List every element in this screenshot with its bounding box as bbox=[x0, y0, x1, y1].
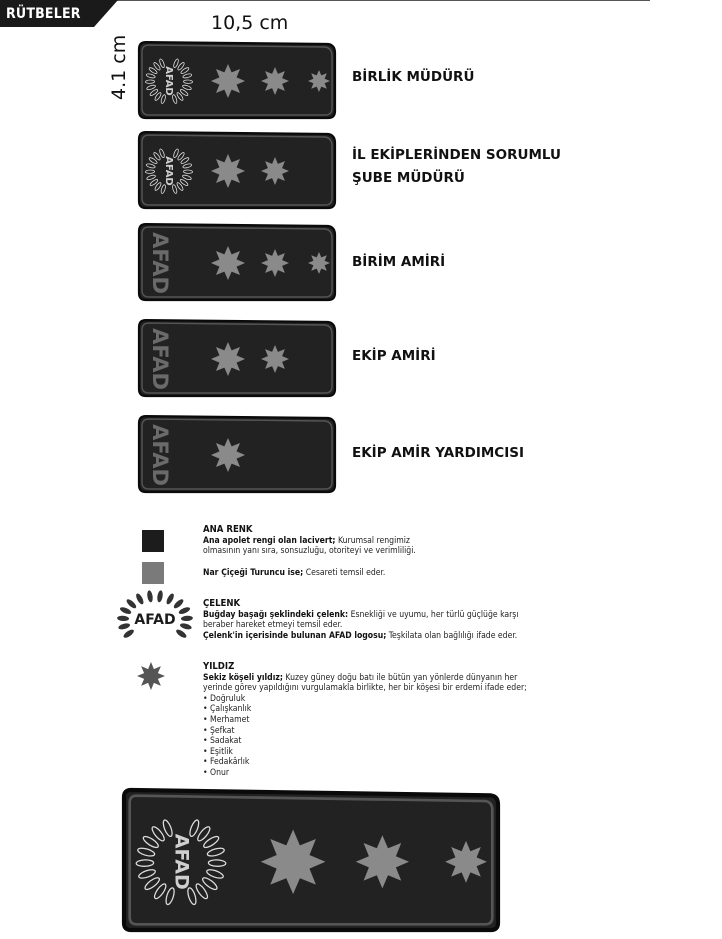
star-icon bbox=[211, 246, 245, 280]
star-icon bbox=[211, 342, 245, 376]
celenk-line3-bold: Çelenk'in içerisinde bulunan AFAD logosu; bbox=[203, 630, 387, 641]
virtue-item: • Şefkat bbox=[203, 725, 235, 736]
afad-logo-text: AFAD bbox=[163, 156, 174, 186]
leaf-shape bbox=[135, 592, 145, 605]
afad-wreath-logo-icon bbox=[117, 590, 193, 639]
star-icon bbox=[261, 157, 289, 185]
virtue-item: • Çalışkanlık bbox=[203, 704, 252, 715]
celenk-line2: beraber hareket etmeyi temsil eder. bbox=[203, 620, 343, 631]
yildiz-line1-bold: Sekiz köşeli yıldız; bbox=[203, 672, 283, 683]
rank-badge bbox=[139, 132, 335, 208]
rank-badge bbox=[139, 224, 335, 300]
afad-text: AFAD bbox=[148, 424, 172, 486]
star-icon bbox=[211, 64, 245, 98]
turuncu-swatch bbox=[142, 562, 164, 584]
legend-ana-renk bbox=[203, 525, 603, 578]
star-icon bbox=[261, 67, 289, 95]
afad-logo-label: AFAD bbox=[134, 612, 176, 628]
rank-badge bbox=[139, 42, 335, 118]
star-icon bbox=[261, 249, 289, 277]
virtue-item: • Merhamet bbox=[203, 714, 250, 725]
afad-logo-text: AFAD bbox=[170, 833, 193, 890]
leaf-shape bbox=[118, 622, 131, 630]
ana-renk-line3-rest: Cesareti temsil eder. bbox=[303, 567, 386, 578]
star-icon bbox=[261, 830, 326, 895]
height-dimension: 4.1 cm bbox=[108, 34, 130, 100]
yildiz-heading: YILDIZ bbox=[203, 661, 235, 672]
section-title: RÜTBELER bbox=[6, 6, 81, 22]
yildiz-line1-rest: Kuzey güney doğu batı ile bütün yan yönlerde dünyanın her bbox=[282, 672, 518, 683]
ana-renk-line2: olmasının yanı sıra, sonsuzluğu, otoriteyi ve verimliliği. bbox=[203, 546, 416, 557]
celenk-heading: ÇELENK bbox=[203, 598, 241, 609]
yildiz-line2: yerinde görev yapıldığını vurgulamakla birlikte, her bir köşesi bir erdemi ifade eder; bbox=[203, 683, 527, 694]
virtue-item: • Eşitlik bbox=[203, 746, 233, 757]
virtue-item: • Sadakat bbox=[203, 736, 242, 747]
virtues-list bbox=[203, 694, 643, 779]
leaf-shape bbox=[175, 628, 188, 639]
afad-text: AFAD bbox=[148, 328, 172, 390]
star-icon bbox=[211, 438, 245, 472]
rank-title-sube-muduru: İL EKİPLERİNDEN SORUMLU ŞUBE MÜDÜRÜ bbox=[352, 147, 561, 186]
leaf-shape bbox=[165, 592, 175, 605]
celenk-line1-rest: Esnekliği ve uyumu, her türlü güçlüğe karşı bbox=[348, 609, 519, 620]
afad-logo-text: AFAD bbox=[163, 66, 174, 96]
ana-renk-line1-bold: Ana apolet rengi olan lacivert; bbox=[203, 535, 336, 546]
leaf-shape bbox=[179, 622, 192, 630]
star-icon bbox=[308, 252, 330, 274]
legend-celenk bbox=[203, 599, 623, 641]
celenk-line3-rest: Teşkilata olan bağlılığı ifade eder. bbox=[386, 630, 518, 641]
star-icon bbox=[211, 154, 245, 188]
leaf-shape bbox=[146, 590, 153, 603]
virtue-item: • Onur bbox=[203, 767, 230, 778]
star-icon bbox=[308, 70, 330, 92]
rank-title-ekip-amiri: EKİP AMİRİ bbox=[352, 348, 436, 364]
leaf-shape bbox=[156, 590, 163, 603]
star-icon bbox=[445, 841, 487, 883]
large-rank-badge bbox=[124, 790, 498, 930]
celenk-line1-bold: Buğday başağı şeklindeki çelenk: bbox=[203, 609, 349, 620]
rank-badge bbox=[139, 416, 335, 492]
leaf-shape bbox=[122, 628, 135, 639]
star-icon bbox=[356, 835, 409, 888]
rank-title-birim-amiri: BİRİM AMİRİ bbox=[352, 254, 446, 270]
lacivert-swatch bbox=[142, 530, 164, 552]
rank-title-birlik-muduru: BİRLİK MÜDÜRÜ bbox=[352, 69, 475, 85]
virtue-item: • Fedakârlık bbox=[203, 757, 250, 768]
virtue-item: • Doğruluk bbox=[203, 693, 246, 704]
ana-renk-line1-rest: Kurumsal rengimiz bbox=[335, 535, 410, 546]
star-icon bbox=[261, 345, 289, 373]
afad-text: AFAD bbox=[148, 232, 172, 294]
rank-badge bbox=[139, 320, 335, 396]
eight-point-star-icon bbox=[137, 662, 165, 690]
rank-title-ekip-amir-yardimcisi: EKİP AMİR YARDIMCISI bbox=[352, 445, 524, 461]
ana-renk-line3-bold: Nar Çiçeği Turuncu ise; bbox=[203, 567, 304, 578]
width-dimension: 10,5 cm bbox=[211, 12, 289, 34]
legend-yildiz bbox=[203, 662, 643, 779]
ana-renk-heading: ANA RENK bbox=[203, 524, 253, 535]
